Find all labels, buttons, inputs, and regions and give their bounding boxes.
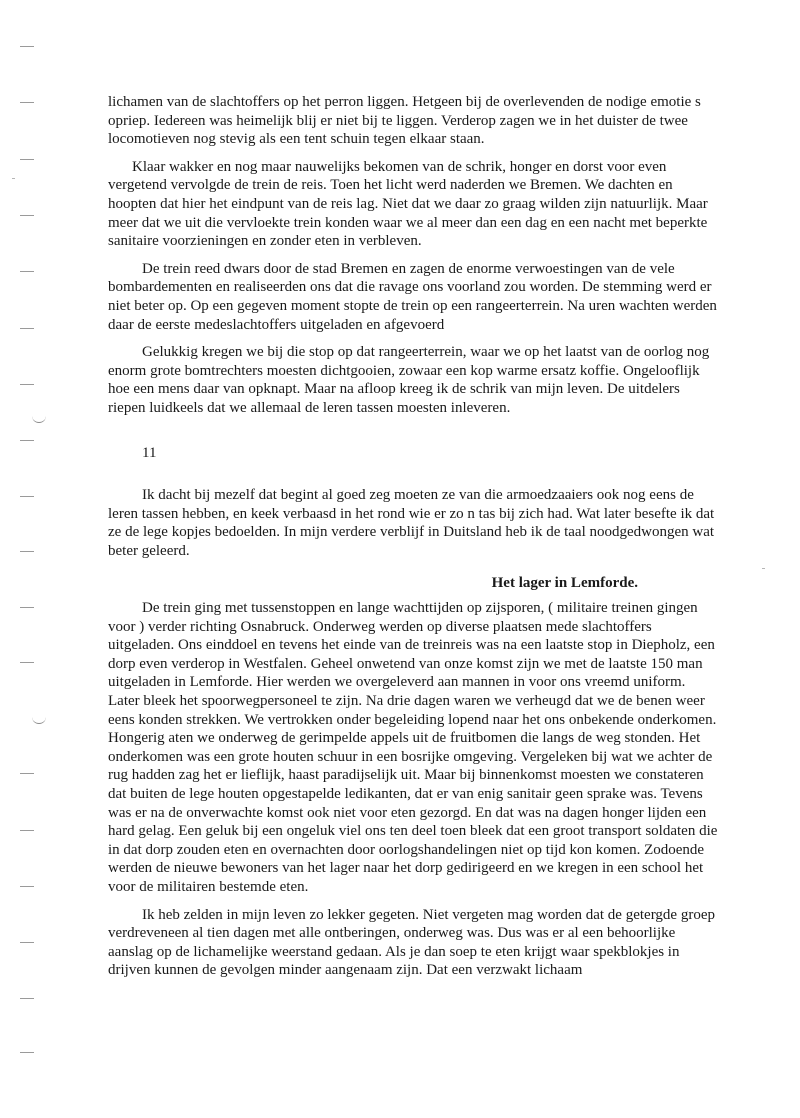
document-body [108, 93, 720, 989]
paragraph: Gelukkig kregen we bij die stop op dat rangeerterrein, waar we op het laatst van de oorlog nog enorm grote bomtrechters moesten dichtgooien, zowaar een kop warme ersatz koffie. Ongelooflijk hoe een mens daar van opknapt. Maar na afloop kreeg ik de schrik van mijn leven. De uitdelers riepen luidkeels dat we allemaal de leren tassen moesten inleveren. [108, 344, 710, 416]
margin-mark [20, 998, 34, 999]
margin-mark [20, 496, 34, 497]
scan-speck [12, 178, 15, 179]
margin-mark [20, 271, 34, 272]
margin-mark [20, 328, 34, 329]
margin-mark [20, 384, 34, 385]
scan-speck [762, 568, 765, 569]
paragraph: De trein reed dwars door de stad Bremen en zagen de enorme verwoestingen van de vele bombardementen en realiseerden ons dat die ravage ons voorland zou worden. De stemming werd er niet beter op. Op een gegeven moment stopte de trein op een rangeerterrein. Na uren wachten werden daar de eerste medeslachtoffers uitgeladen en afgevoerd [108, 260, 717, 333]
page-number: 11 [142, 444, 157, 461]
margin-mark [20, 942, 34, 943]
margin-mark [20, 773, 34, 774]
margin-curl-mark [32, 414, 46, 423]
section-heading: Het lager in Lemforde. [491, 575, 638, 592]
margin-mark [20, 830, 34, 831]
margin-mark [20, 607, 34, 608]
margin-mark [20, 159, 34, 160]
margin-mark [20, 46, 34, 47]
margin-mark [20, 215, 34, 216]
paragraph: Klaar wakker en nog maar nauwelijks bekomen van de schrik, honger en dorst voor even vergetend vervolgde de trein de reis. Toen het licht werd naderden we Bremen. We dachten en hoopten dat hier het eindpunt van de reis lag. Niet dat we daar zo graag wilden zijn natuurlijk. Maar meer dat we uit die vervloekte trein konden waar we al meer dan een dag en een nacht met beperkte sanitaire voorzieningen en zonder eten in verbleven. [108, 158, 708, 250]
margin-mark [20, 551, 34, 552]
margin-mark [20, 662, 34, 663]
paragraph: Ik dacht bij mezelf dat begint al goed zeg moeten ze van die armoedzaaiers ook nog eens de leren tassen hebben, en keek verbaasd in het rond wie er zo n tas bij zich had. Wat later besefte ik dat ze de lege kopjes bedoelden. In mijn verdere verblijf in Duitsland heb ik de taal noodgedwongen wat beter geleerd. [108, 487, 715, 559]
binder-margin-marks [20, 0, 40, 1118]
margin-mark [20, 886, 34, 887]
margin-curl-mark [32, 715, 46, 724]
margin-mark [20, 1052, 34, 1053]
paragraph: De trein ging met tussenstoppen en lange wachttijden op zijsporen, ( militaire treinen gingen voor ) verder richting Osnabruck. Onderweg werden op diverse plaatsen mede slachtoffers uitgeladen. Ons einddoel en tevens het einde van de treinreis was na een laatste stop in Diepholz, een dorp even verderop in Westfalen. Geheel onwetend van onze komst zijn we met de laatste 150 man uitgeladen in Lemforde. Hier werden we overgeleverd aan mannen in voor ons vreemd uniform. Later bleek het spoorwegpersoneel te zijn. Na drie dagen waren we verheugd dat we de benen weer eens konden strekken. We vertrokken onder begeleiding lopend naar het ons onbekende onderkomen. Hongerig aten we onderweg de gerimpelde appels uit de fruitbomen die langs de weg stonden. Het onderkomen was een grote houten schuur in een bosrijke omgeving. Vergeleken bij wat we achter de rug hadden zag het er lieflijk, haast paradijselijk uit. Maar bij binnenkomst moesten we constateren dat buiten de lege houten opgestapelde ledikanten, dat er van enig sanitair geen sprake was. Tevens was er na de onverwachte komst ook niet voor eten gezorgd. En dat was na dagen honger lijden een hard gelag. Een geluk bij een ongeluk viel ons ten deel toen bleek dat een groot transport soldaten die in dat dorp zouden eten en overnachten door oorlogshandelingen niet op tijd kon komen. Zodoende werden de nieuwe bewoners van het lager naar het dorp gedirigeerd en we kregen in een school het voor de militairen bestemde eten. [108, 600, 718, 895]
margin-mark [20, 102, 34, 103]
paragraph: lichamen van de slachtoffers op het perron liggen. Hetgeen bij de overlevenden de nodige emotie s opriep. Iedereen was heimelijk blij er niet bij te liggen. Verderop zagen we in het duister de twee locomotieven nog stevig als een tent schuin tegen elkaar staan. [108, 94, 701, 148]
margin-mark [20, 440, 34, 441]
paragraph: Ik heb zelden in mijn leven zo lekker gegeten. Niet vergeten mag worden dat de getergde groep verdreveneen al tien dagen met alle ontberingen, onderweg was. Dus was er al een behoorlijke aanslag op de lichamelijke weerstand gedaan. Als je dan soep te eten krijgt waar spekblokjes in drijven kunnen de gevolgen minder aangenaam zijn. Dat een verzwakt lichaam [108, 906, 715, 979]
